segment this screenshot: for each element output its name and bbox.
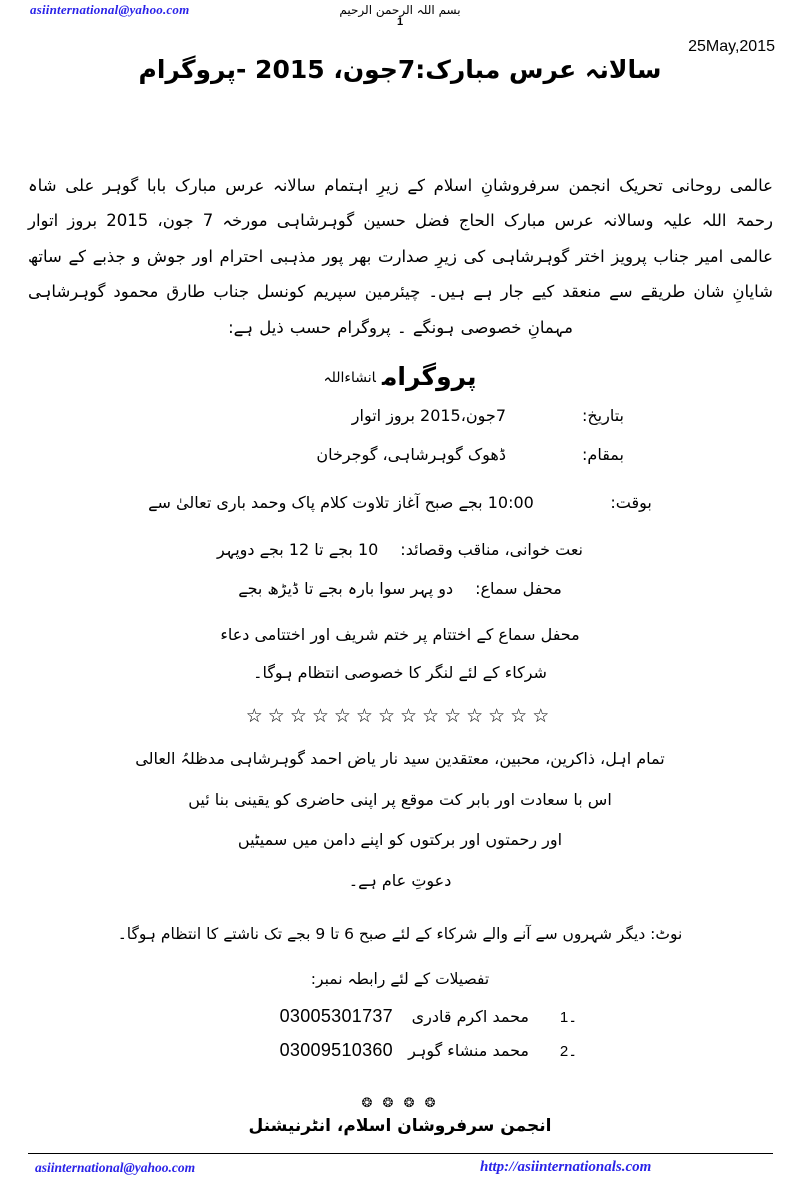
star-divider: ☆☆☆☆☆☆☆☆☆☆☆☆☆☆ bbox=[245, 705, 555, 727]
invitation-note: نوٹ: دیگر شہروں سے آنے والے شرکاء کے لئے صبح 6 تا 9 بجے تک ناشتے کا انتظام ہوگا۔ bbox=[117, 925, 683, 943]
program-heading bbox=[0, 362, 800, 391]
page-title: سالانہ عرس مبارک:7جون، 2015 -پروگرام bbox=[138, 55, 662, 84]
header-date: 25May,2015 bbox=[688, 38, 775, 55]
header-email[interactable]: asiinternational@yahoo.com bbox=[30, 2, 190, 17]
contact-phone[interactable]: 03005301737 bbox=[279, 1006, 393, 1026]
contacts-list bbox=[0, 1006, 800, 1074]
detail-label-time: بوقت: bbox=[610, 493, 652, 512]
detail-value-mehfil: دو پہر سوا بارہ بجے تا ڈیڑھ بجے bbox=[238, 579, 454, 598]
detail-row-date bbox=[0, 405, 800, 427]
program-heading-sub: انشاءاللہ bbox=[323, 370, 376, 386]
invitation-block bbox=[0, 748, 800, 910]
detail-value-naat: 10 بجے تا 12 بجے دوپہر bbox=[216, 540, 379, 559]
detail-label-date: بتاریخ: bbox=[581, 406, 624, 425]
contact-index: 2۔ bbox=[559, 1043, 577, 1060]
detail-value-time: 10:00 بجے صبح آغاز تلاوت کلام پاک وحمد باری تعالیٰ سے bbox=[148, 493, 534, 512]
page-number: 1 bbox=[396, 16, 404, 28]
bismillah-text: بسم اللہ الرحمن الرحیم bbox=[339, 3, 461, 17]
detail-label-venue: بمقام: bbox=[582, 444, 624, 464]
detail-row-mehfil bbox=[0, 578, 800, 600]
contact-index: 1۔ bbox=[559, 1009, 577, 1026]
invitation-line-3: اور رحمتوں اور برکتوں کو اپنے دامن میں سمیٹیں bbox=[237, 830, 563, 850]
detail-row-naat bbox=[0, 539, 800, 561]
program-details bbox=[0, 405, 800, 482]
program-heading-main: پروگرام bbox=[381, 362, 477, 391]
contact-phone[interactable]: 03009510360 bbox=[279, 1040, 393, 1060]
detail-row-venue bbox=[0, 444, 800, 466]
detail-value-venue: ڈھوک گوہرشاہی، گوجرخان bbox=[316, 444, 506, 464]
contact-row bbox=[0, 1040, 800, 1061]
detail-value-date: 7جون،2015 بروز اتوار bbox=[351, 406, 506, 425]
organization-name: انجمن سرفروشان اسلام، انٹرنیشنل bbox=[248, 1116, 552, 1136]
invitation-open-invite: دعوتِ عام ہے۔ bbox=[348, 870, 452, 890]
body-paragraph: عالمی روحانی تحریک انجمن سرفروشانِ اسلام کے زیرِ اہتمام سالانہ عرس مبارک بابا گوہر علی شاہ رحمۃ اللہ علیہ وسالانہ عرس مبارک الحاج فضل حسین گوہرشاہی مورخہ 7 جون، 2015 بروز اتوار عالمی امیر جناب پرویز اختر گوہرشاہی کی زیرِ صدارت بھر پور مذہبی احترام اور جوش و جذبے کے ساتھ شایانِ شان طریقے سے منعقد کیے جار ہے ہیں۔ چیئرمین سپریم کونسل جناب طارق محمود گوہرشاہی مہمانِ خصوصی ہونگے ۔ پروگرام حسب ذیل ہے: bbox=[28, 176, 773, 337]
diamond-ornament-icon: ❂ ❂ ❂ ❂ bbox=[361, 1096, 439, 1111]
detail-label-mehfil: محفل سماع: bbox=[475, 579, 562, 598]
program-closing-line: محفل سماع کے اختتام پر ختم شریف اور اختتامی دعاء bbox=[220, 625, 580, 644]
contact-name: محمد منشاء گوہر bbox=[408, 1041, 529, 1060]
contact-name: محمد اکرم قادری bbox=[411, 1007, 529, 1026]
footer-divider bbox=[28, 1153, 773, 1154]
contacts-title: تفصیلات کے لئے رابطہ نمبر: bbox=[310, 970, 490, 988]
detail-label-naat: نعت خوانی، مناقب وقصائد: bbox=[400, 540, 583, 559]
contact-row bbox=[0, 1006, 800, 1027]
invitation-line-1: تمام اہل، ذاکرین، محبین، معتقدین سید نار یاض احمد گوہرشاہی مدظلہُ العالی bbox=[135, 749, 665, 768]
detail-row-time bbox=[0, 492, 800, 514]
invitation-line-2: اس با سعادت اور بابر کت موقع پر اپنی حاضری کو یقینی بنا ئیں bbox=[188, 789, 612, 809]
footer-url[interactable]: http://asiinternationals.com bbox=[480, 1159, 652, 1175]
program-langar-line: شرکاء کے لئے لنگر کا خصوصی انتظام ہوگا۔ bbox=[253, 663, 547, 682]
footer-email[interactable]: asiinternational@yahoo.com bbox=[35, 1160, 196, 1175]
